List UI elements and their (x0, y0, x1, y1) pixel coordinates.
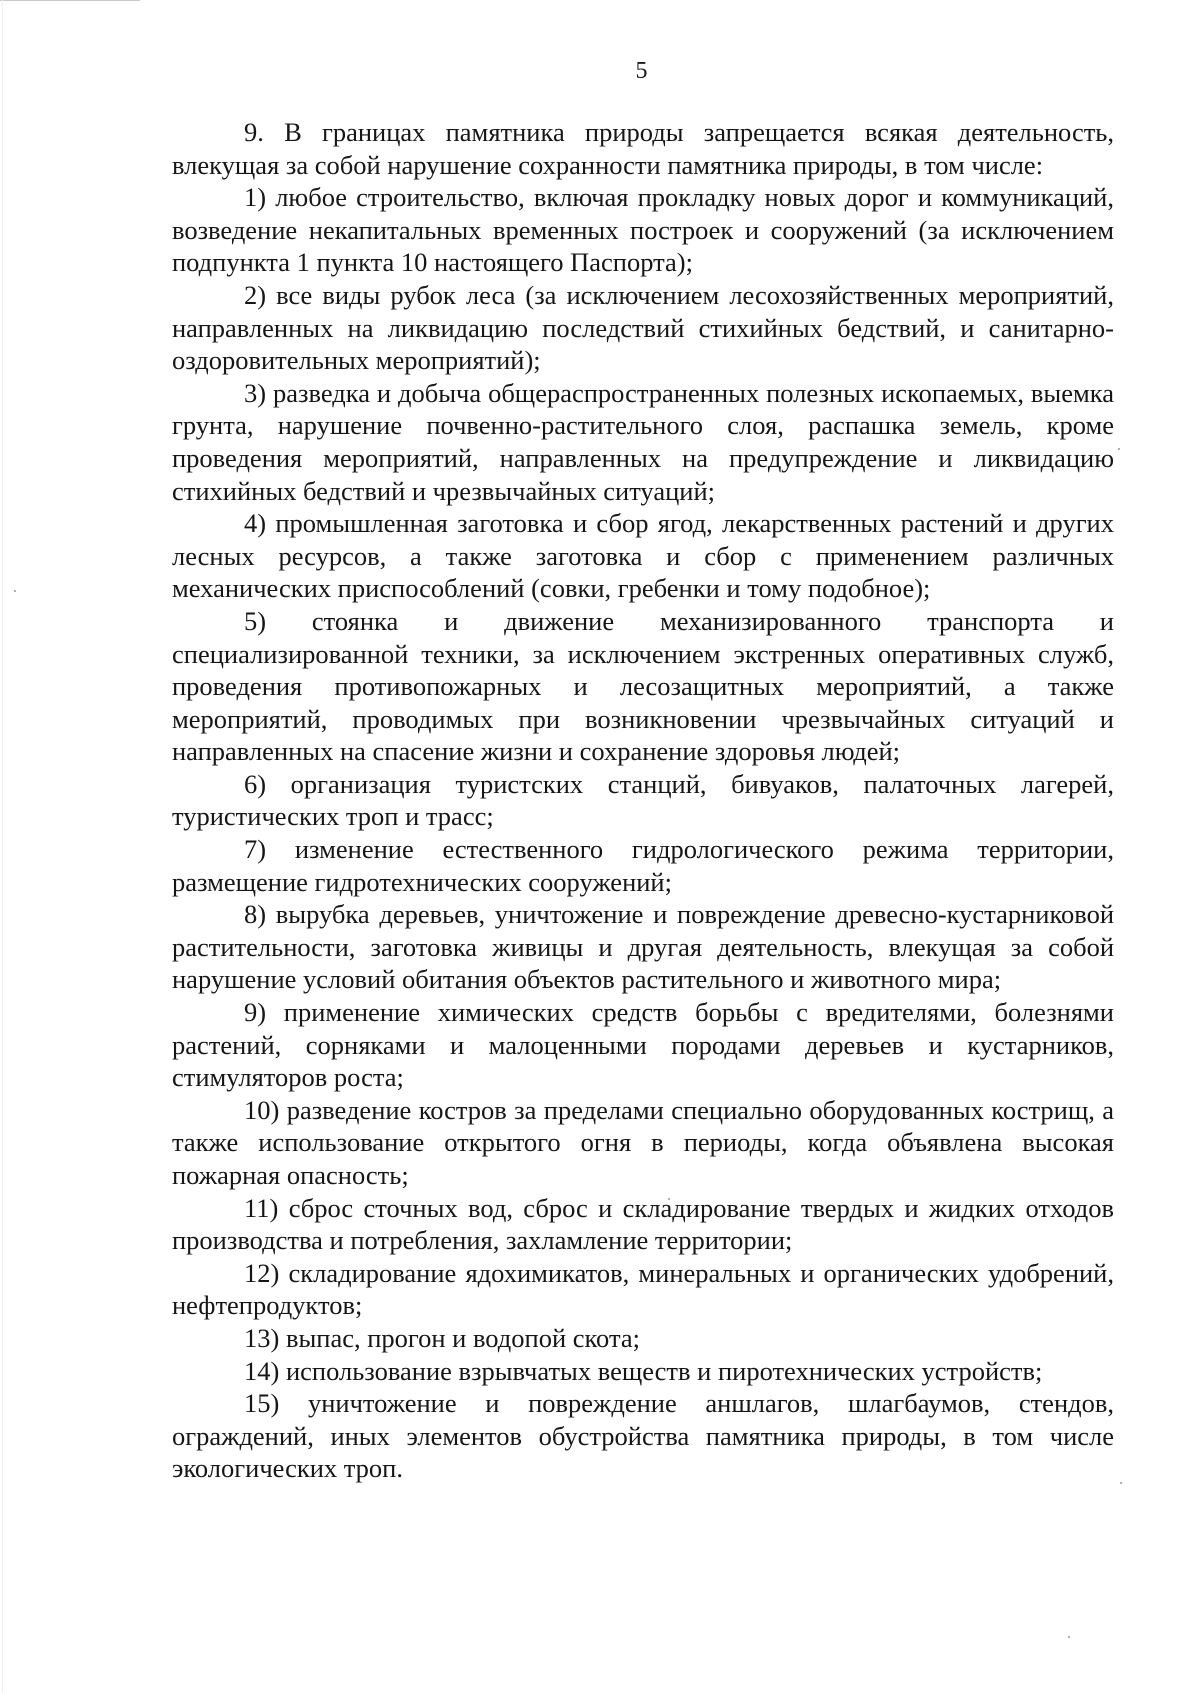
list-item-5: 5) стоянка и движение механизированного транспорта и специализированной техники, за исключением экстренных оперативных служб, проведения противопожарных и лесозащитных мероприятий, а также мероприятий, проводимых при возникновении чрезвычайных ситуаций и направленных на спасение жизни и сохранение здоровья людей; (172, 605, 1114, 767)
scan-speck (14, 590, 16, 592)
document-body (172, 116, 1114, 1485)
list-item-6: 6) организация туристских станций, бивуаков, палаточных лагерей, туристических троп и трасс; (172, 768, 1114, 832)
list-item-3: 3) разведка и добыча общераспространенных полезных ископаемых, выемка грунта, нарушение почвенно-растительного слоя, распашка земель, кроме проведения мероприятий, направленных на предупреждение и ликвидацию стихийных бедствий и чрезвычайных ситуаций; (172, 377, 1114, 506)
page-number: 5 (635, 58, 648, 84)
scan-edge-shadow (2, 0, 3, 1693)
list-item-10: 10) разведение костров за пределами специально оборудованных кострищ, а также использование открытого огня в периоды, когда объявлена высокая пожарная опасность; (172, 1094, 1114, 1190)
list-item-13: 13) выпас, прогон и водопой скота; (244, 1322, 640, 1353)
scan-edge-line (0, 0, 140, 1)
paragraph-item-9: 9. В границах памятника природы запрещается всякая деятельность, влекущая за собой нарушение сохранности памятника природы, в том числе: (172, 117, 1114, 180)
list-item-9: 9) применение химических средств борьбы с вредителями, болезнями растений, сорняками и малоценными породами деревьев и кустарников, стимуляторов роста; (172, 997, 1114, 1093)
scan-speck (1120, 1482, 1122, 1484)
list-item-7: 7) изменение естественного гидрологического режима территории, размещение гидротехнических сооружений; (172, 834, 1114, 897)
scan-speck (1068, 1636, 1070, 1638)
list-item-4: 4) промышленная заготовка и сбор ягод, лекарственных растений и других лесных ресурсов, а также заготовка и сбор с применением различных механических приспособлений (совки, гребенки и тому подобное); (172, 508, 1114, 604)
list-item-12: 12) складирование ядохимикатов, минеральных и органических удобрений, нефтепродуктов; (172, 1257, 1114, 1321)
list-item-2: 2) все виды рубок леса (за исключением лесохозяйственных мероприятий, направленных на ликвидацию последствий стихийных бедствий, и санитарно-оздоровительных мероприятий); (172, 279, 1114, 376)
list-item-15: 15) уничтожение и повреждение аншлагов, шлагбаумов, стендов, ограждений, иных элементов обустройства памятника природы, в том числе экологических троп. (172, 1388, 1114, 1484)
list-item-1: 1) любое строительство, включая прокладку новых дорог и коммуникаций, возведение некапитальных временных построек и сооружений (за исключением подпункта 1 пункта 10 настоящего Паспорта); (172, 182, 1114, 278)
list-item-11: 11) сброс сточных вод, сброс и складирование твердых и жидких отходов производства и потребления, захламление территории; (172, 1192, 1114, 1256)
list-item-14: 14) использование взрывчатых веществ и пиротехнических устройств; (244, 1355, 1043, 1386)
list-item-8: 8) вырубка деревьев, уничтожение и повреждение древесно-кустарниковой растительности, заготовка живицы и другая деятельность, влекущая за собой нарушение условий обитания объектов растительного и животного мира; (172, 899, 1114, 995)
scan-speck (1118, 448, 1120, 450)
